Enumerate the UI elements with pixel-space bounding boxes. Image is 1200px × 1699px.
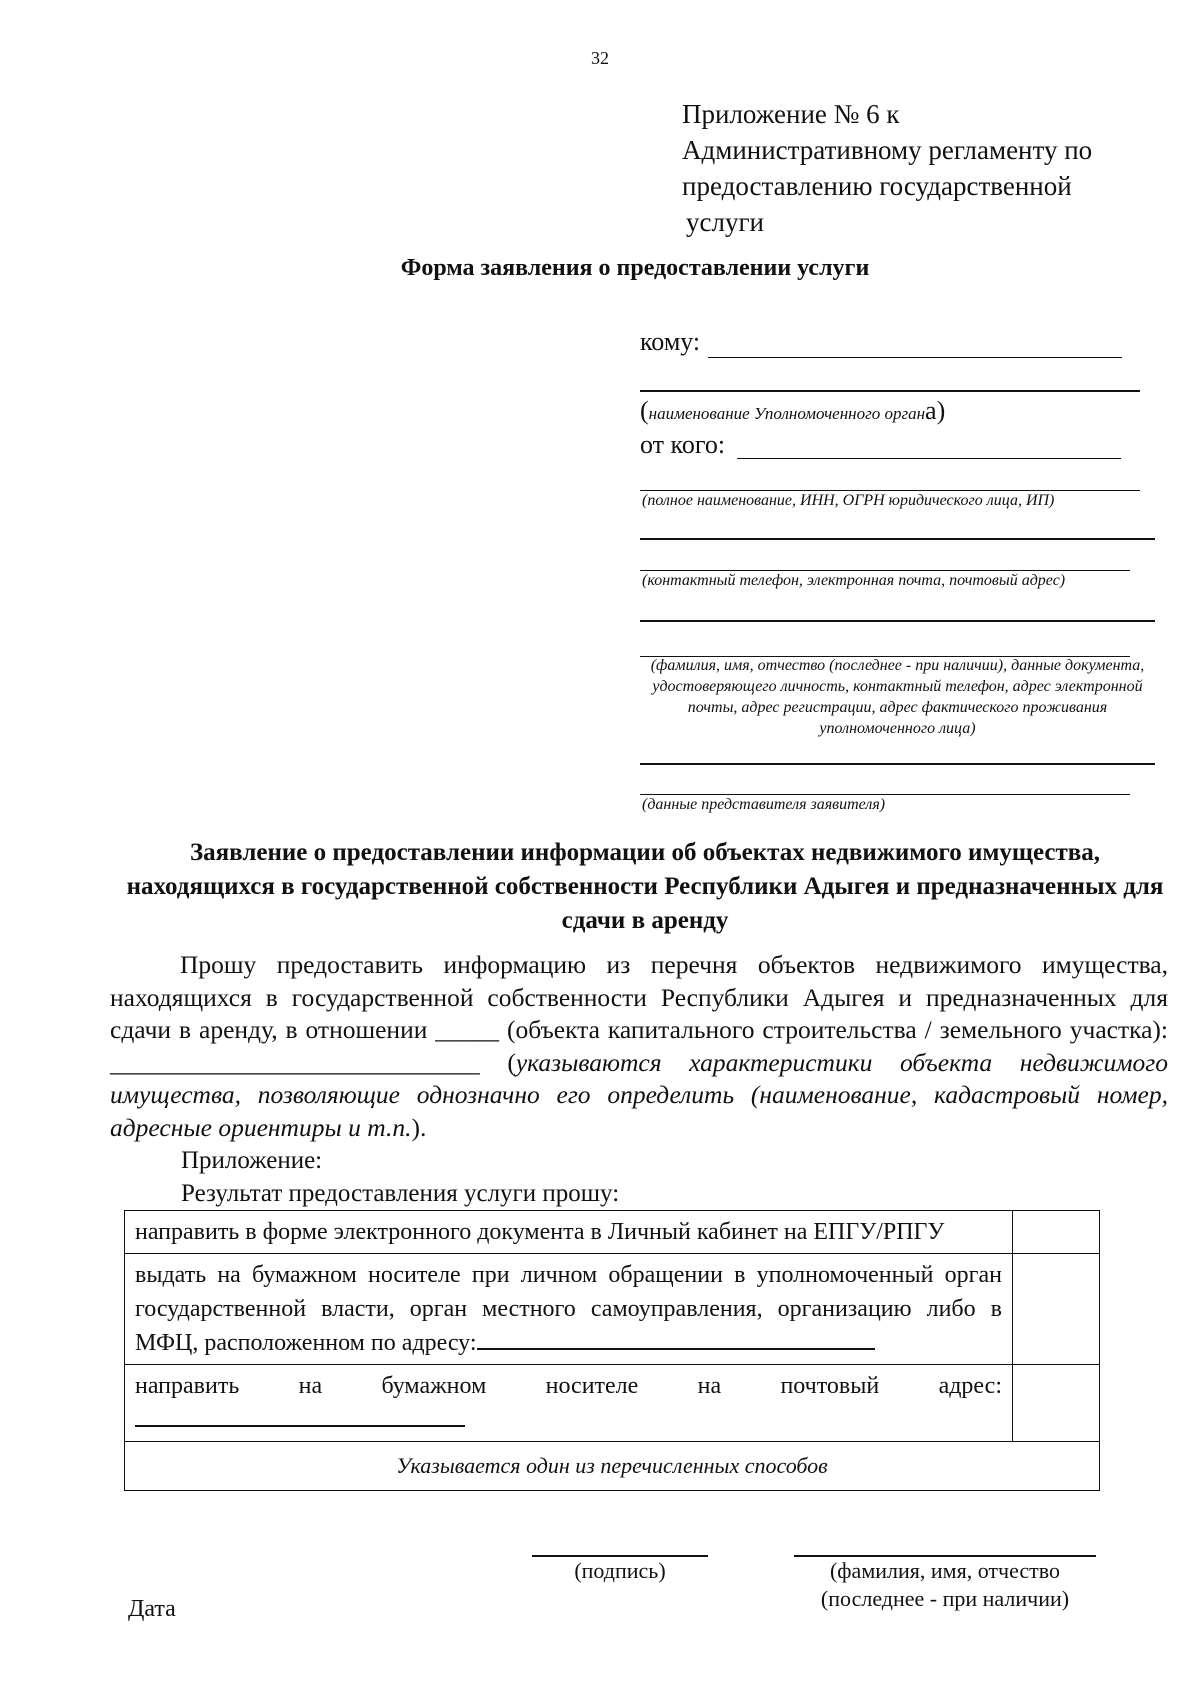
from-field-line-1[interactable] (737, 458, 1121, 459)
option-electronic-text: направить в форме электронного документа в Личный кабинет на ЕПГУ/РПГУ (125, 1211, 1013, 1254)
delivery-options-table (124, 1210, 1100, 1491)
caption-legal-entity: (полное наименование, ИНН, ОГРН юридического лица, ИП) (642, 492, 1055, 509)
full-name-caption: (фамилия, имя, отчество (последнее - при наличии) (820, 1558, 1070, 1611)
mail-address-field[interactable] (135, 1405, 465, 1427)
attachment-label: Приложение: (181, 1147, 323, 1174)
from-field-line-2[interactable] (640, 490, 1140, 491)
caption-representative: (данные представителя заявителя) (642, 796, 886, 813)
contacts-field-line-2[interactable] (640, 570, 1130, 571)
option-mail (125, 1365, 1013, 1442)
option-mail-text: направить на бумажном носителе на почтовый адрес: (135, 1373, 1002, 1399)
appendix-line: предоставлению государственной (682, 171, 1072, 201)
caption-contacts: (контактный телефон, электронная почта, почтовый адрес) (642, 572, 1066, 589)
statement-heading: Заявление о предоставлении информации об объектах недвижимого имущества, находящихся в государственной собственности Республики Адыгея и предназначенных для сдачи в аренду (126, 839, 1164, 934)
form-title: Форма заявления о предоставлении услуги (400, 255, 870, 281)
option-note: Указывается один из перечисленных способов (125, 1442, 1100, 1491)
option-row-mail (125, 1365, 1100, 1442)
appendix-line: Административному регламенту по (682, 135, 1093, 165)
signature-caption: (подпись) (574, 1558, 666, 1583)
from-label: от кого: (640, 430, 726, 459)
option-note-row (125, 1442, 1100, 1491)
option-in-person (125, 1254, 1013, 1365)
option-row-in-person (125, 1254, 1100, 1365)
option-row-electronic (125, 1211, 1100, 1254)
statement-body (110, 949, 1168, 1144)
caption-authorized-person: (фамилия, имя, отчество (последнее - при наличии), данные документа, удостоверяющего личность, контактный телефон, адрес электронной почты, адрес регистрации, адрес фактического проживания уполномоченного лица) (650, 657, 1145, 737)
page-number: 32 (591, 48, 609, 68)
contacts-field-line-1[interactable] (640, 538, 1155, 540)
option-in-person-text: выдать на бумажном носителе при личном обращении в уполномоченный орган государственной власти, орган местного самоуправления, организацию либо в МФЦ, расположенном по адресу: (135, 1262, 1002, 1356)
to-label: кому: (640, 327, 701, 356)
person-field-line-1[interactable] (640, 620, 1155, 622)
representative-field-line-1[interactable] (640, 763, 1155, 765)
option-electronic-checkbox[interactable] (1013, 1211, 1100, 1254)
option-in-person-checkbox[interactable] (1013, 1254, 1100, 1365)
in-person-address-field[interactable] (477, 1348, 875, 1350)
representative-field-line-2[interactable] (640, 794, 1130, 795)
to-field-line-1[interactable] (708, 357, 1122, 358)
appendix-line: услуги (686, 207, 764, 237)
option-mail-checkbox[interactable] (1013, 1365, 1100, 1442)
to-caption-text: наименование Уполномоченного орган (648, 404, 926, 423)
appendix-reference (682, 96, 1092, 240)
statement-paragraph: Прошу предоставить информацию из перечня объектов недвижимого имущества, находящихся в государственной собственности Республики Адыгея и предназначенных для сдачи в аренду, в отношении _____ (объекта капитального строительства / земельного участка): _____________________________ (указываются характеристики объекта недвижимого имущества, позволяющие однозначно его определить (наименование, кадастровый номер, адресные ориентиры и т.п.). (110, 950, 1168, 1142)
date-label: Дата (128, 1596, 176, 1622)
appendix-line: Приложение № 6 к (682, 99, 900, 129)
result-label: Результат предоставления услуги прошу: (181, 1180, 620, 1207)
to-caption: (наименование Уполномоченного органа) (640, 396, 946, 425)
to-field-line-2[interactable] (640, 390, 1140, 392)
